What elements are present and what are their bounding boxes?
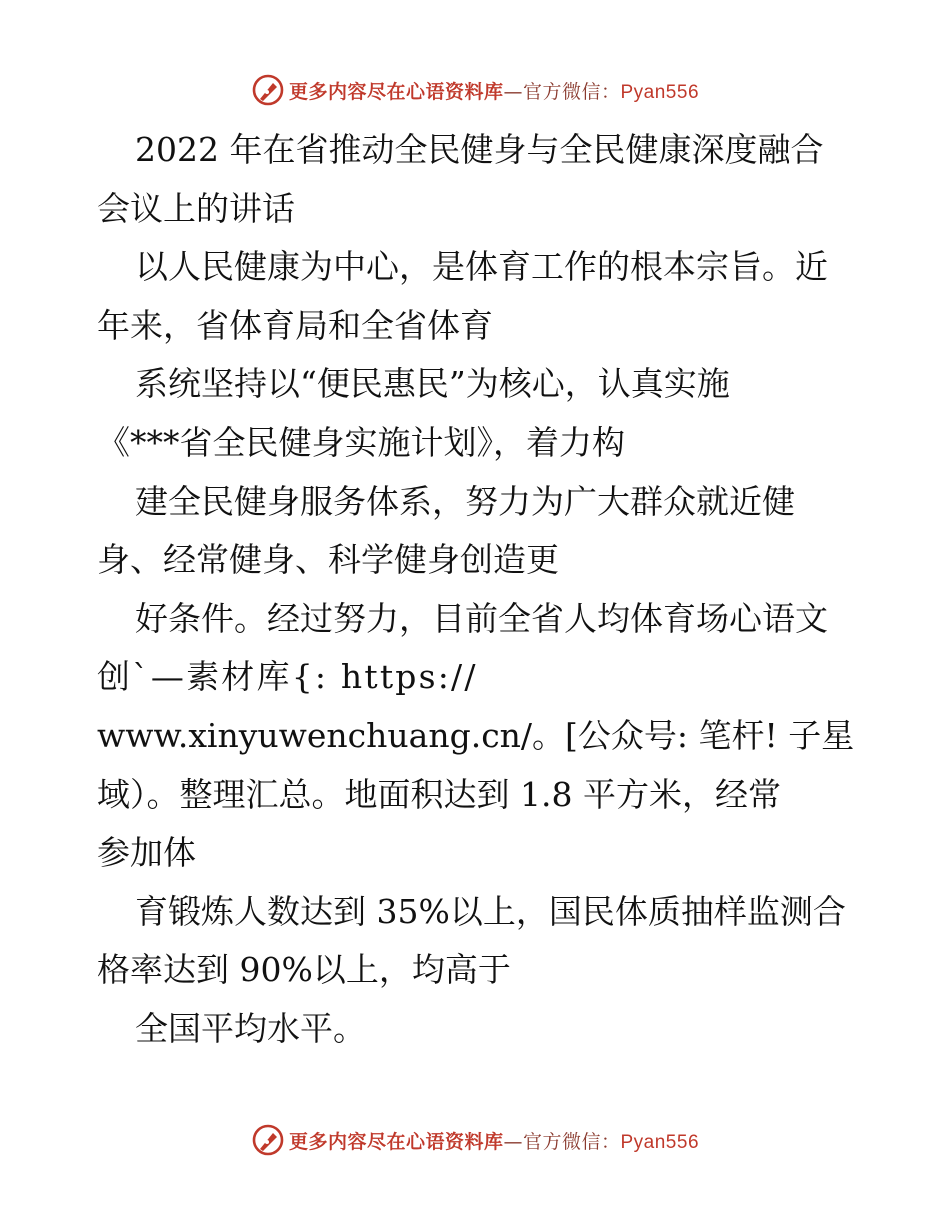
paragraph-line: 全国平均水平。 bbox=[135, 1008, 366, 1048]
paragraph-line: 系统坚持以“便民惠民”为核心，认真实施 bbox=[135, 364, 730, 404]
pen-nib-logo-icon bbox=[251, 73, 285, 107]
paragraph-line: 以人民健康为中心，是体育工作的根本宗旨。近 bbox=[135, 247, 828, 287]
watermark-separator: — bbox=[503, 80, 523, 103]
paragraph-line: 身、经常健身、科学健身创造更 bbox=[97, 540, 559, 580]
watermark-wechat-id: Pyan556 bbox=[620, 1131, 700, 1153]
watermark-brand: 更多内容尽在心语资料库 bbox=[288, 1130, 504, 1153]
document-body bbox=[97, 121, 867, 1059]
watermark-separator: — bbox=[503, 1130, 523, 1153]
paragraph-line: www.xinyuwenchuang.cn/。[公众号: 笔杆! 子星 bbox=[97, 715, 855, 755]
paragraph-line: 育锻炼人数达到 35%以上，国民体质抽样监测合 bbox=[135, 891, 846, 931]
pen-nib-logo-icon bbox=[251, 1123, 285, 1157]
paragraph-line: 域）。整理汇总。地面积达到 1.8 平方米，经常 bbox=[97, 774, 781, 814]
title-line-2: 会议上的讲话 bbox=[97, 188, 295, 228]
paragraph-line: 好条件。经过努力，目前全省人均体育场心语文 bbox=[135, 598, 828, 638]
watermark-wechat-id: Pyan556 bbox=[620, 81, 700, 103]
paragraph-line: 建全民健身服务体系，努力为广大群众就近健 bbox=[135, 481, 795, 521]
watermark-footer bbox=[0, 1120, 950, 1160]
title-line-1: 2022 年在省推动全民健身与全民健康深度融合 bbox=[135, 130, 824, 169]
paragraph-line: 年来，省体育局和全省体育 bbox=[97, 305, 493, 345]
watermark-label: 官方微信： bbox=[522, 80, 621, 103]
paragraph-line: 参加体 bbox=[97, 833, 196, 873]
paragraph-line: 《***省全民健身实施计划》，着力构 bbox=[97, 422, 625, 462]
paragraph-line: 创`—素材库{: https:// bbox=[97, 657, 478, 697]
paragraph-line: 格率达到 90%以上，均高于 bbox=[97, 950, 511, 990]
watermark-brand: 更多内容尽在心语资料库 bbox=[288, 80, 504, 103]
watermark-label: 官方微信： bbox=[522, 1130, 621, 1153]
watermark-header bbox=[0, 70, 950, 110]
